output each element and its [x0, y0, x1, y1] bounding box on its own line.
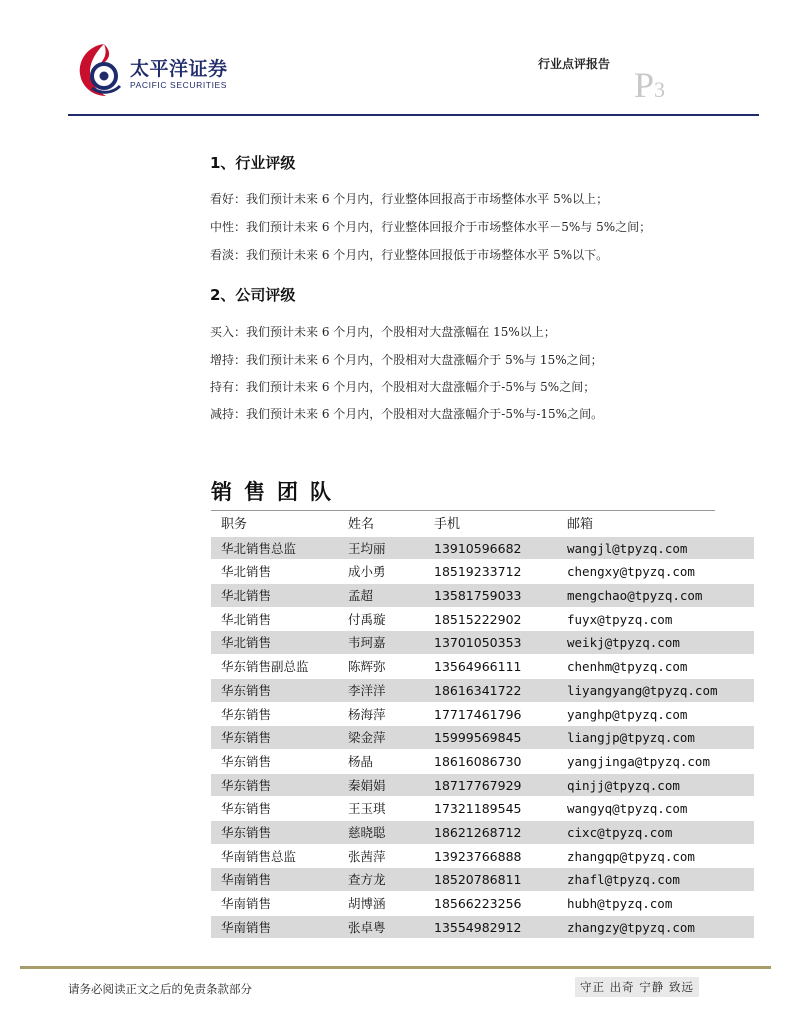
- cell-title: 华南销售: [221, 872, 272, 888]
- cell-phone: 18566223256: [434, 896, 522, 911]
- pacific-securities-logo-icon: [74, 40, 126, 100]
- cell-title: 华东销售: [221, 801, 272, 817]
- cell-email: chengxy@tpyzq.com: [567, 564, 695, 580]
- column-header-email: 邮箱: [567, 517, 594, 532]
- cell-title: 华北销售: [221, 564, 272, 580]
- cell-phone: 18621268712: [434, 824, 522, 840]
- cell-email: zhangqp@tpyzq.com: [567, 848, 695, 864]
- page-header: [0, 0, 791, 118]
- table-row: [211, 750, 754, 774]
- cell-name: 梁金萍: [348, 730, 386, 746]
- cell-phone: 13581759033: [434, 588, 522, 604]
- table-row: [211, 774, 754, 798]
- cell-name: 韦珂嘉: [348, 635, 386, 651]
- company-motto: 守正 出奇 宁静 致远: [575, 977, 699, 997]
- cell-name: 王玉琪: [348, 801, 386, 817]
- cell-title: 华北销售总监: [221, 540, 297, 556]
- logo-english-name: PACIFIC SECURITIES: [130, 80, 228, 90]
- company-rating-buy: 买入：我们预计未来 6 个月内，个股相对大盘涨幅在 15%以上；: [210, 325, 556, 339]
- industry-rating-positive: 看好：我们预计未来 6 个月内，行业整体回报高于市场整体水平 5%以上；: [210, 192, 609, 206]
- company-logo: [74, 40, 234, 110]
- cell-phone: 18519233712: [434, 564, 522, 580]
- table-row: [211, 726, 754, 750]
- cell-phone: 18515222902: [434, 611, 522, 627]
- cell-name: 张茜萍: [348, 848, 386, 864]
- cell-title: 华东销售: [221, 730, 272, 746]
- cell-title: 华东销售: [221, 682, 272, 698]
- table-row: [211, 892, 754, 916]
- industry-rating-neutral: 中性：我们预计未来 6 个月内，行业整体回报介于市场整体水平－5%与 5%之间；: [210, 220, 652, 234]
- logo-chinese-name: 太平洋证券: [130, 58, 228, 80]
- cell-name: 慈晓聪: [348, 824, 386, 840]
- company-rating-title: 2、公司评级: [210, 286, 296, 304]
- cell-title: 华南销售: [221, 919, 272, 935]
- industry-rating-title: 1、行业评级: [210, 154, 296, 172]
- cell-phone: 15999569845: [434, 730, 522, 746]
- sales-team-title: 销售团队: [211, 480, 343, 504]
- table-row: [211, 703, 754, 727]
- page-number: [634, 64, 665, 106]
- cell-email: yangjinga@tpyzq.com: [567, 753, 710, 769]
- cell-title: 华南销售总监: [221, 848, 297, 864]
- cell-phone: 13554982912: [434, 919, 522, 935]
- cell-phone: 13564966111: [434, 659, 522, 675]
- sales-team-table: [211, 513, 754, 939]
- cell-phone: 13701050353: [434, 635, 522, 651]
- cell-name: 李洋洋: [348, 682, 386, 698]
- page-letter: P: [634, 65, 655, 105]
- table-row: [211, 845, 754, 869]
- footer-divider: [20, 966, 771, 969]
- cell-phone: 18520786811: [434, 872, 522, 888]
- company-rating-overweight: 增持：我们预计未来 6 个月内，个股相对大盘涨幅介于 5%与 15%之间；: [210, 353, 603, 367]
- cell-name: 张卓粤: [348, 919, 386, 935]
- cell-title: 华东销售副总监: [221, 659, 309, 675]
- cell-phone: 17321189545: [434, 801, 522, 817]
- cell-email: chenhm@tpyzq.com: [567, 659, 688, 675]
- cell-phone: 17717461796: [434, 706, 522, 722]
- cell-title: 华东销售: [221, 824, 272, 840]
- cell-email: hubh@tpyzq.com: [567, 896, 673, 911]
- column-header-name: 姓名: [348, 517, 375, 532]
- cell-title: 华北销售: [221, 588, 272, 604]
- cell-email: zhafl@tpyzq.com: [567, 872, 680, 888]
- cell-phone: 18717767929: [434, 777, 522, 793]
- cell-name: 付禹璇: [348, 611, 386, 627]
- cell-name: 陈辉弥: [348, 659, 386, 675]
- cell-name: 孟超: [348, 588, 374, 604]
- table-row: [211, 560, 754, 584]
- cell-name: 成小勇: [348, 564, 386, 580]
- table-header-row: [211, 513, 754, 537]
- cell-email: weikj@tpyzq.com: [567, 635, 680, 651]
- table-row: [211, 655, 754, 679]
- table-top-divider: [211, 510, 715, 511]
- cell-title: 华东销售: [221, 753, 272, 769]
- cell-title: 华北销售: [221, 635, 272, 651]
- table-row: [211, 679, 754, 703]
- cell-name: 杨海萍: [348, 706, 386, 722]
- company-rating-reduce: 减持：我们预计未来 6 个月内，个股相对大盘涨幅介于-5%与-15%之间。: [210, 407, 604, 421]
- cell-email: wangyq@tpyzq.com: [567, 801, 688, 817]
- cell-phone: 18616341722: [434, 682, 522, 698]
- table-row: [211, 868, 754, 892]
- header-divider: [68, 114, 759, 116]
- cell-email: wangjl@tpyzq.com: [567, 540, 688, 556]
- cell-email: mengchao@tpyzq.com: [567, 588, 703, 604]
- table-row: [211, 537, 754, 561]
- cell-phone: 13910596682: [434, 540, 522, 556]
- table-row: [211, 608, 754, 632]
- company-rating-hold: 持有：我们预计未来 6 个月内，个股相对大盘涨幅介于-5%与 5%之间；: [210, 380, 596, 394]
- cell-name: 胡博涵: [348, 896, 386, 911]
- cell-name: 杨晶: [348, 753, 374, 769]
- cell-email: qinjj@tpyzq.com: [567, 777, 680, 793]
- cell-email: cixc@tpyzq.com: [567, 824, 673, 840]
- industry-rating-negative: 看淡：我们预计未来 6 个月内，行业整体回报低于市场整体水平 5%以下。: [210, 248, 609, 262]
- page-digit: 3: [654, 77, 666, 102]
- cell-email: zhangzy@tpyzq.com: [567, 919, 695, 935]
- cell-phone: 13923766888: [434, 848, 522, 864]
- cell-email: yanghp@tpyzq.com: [567, 706, 688, 722]
- cell-email: liangjp@tpyzq.com: [567, 730, 695, 746]
- disclaimer-note: 请务必阅读正文之后的免责条款部分: [68, 982, 252, 996]
- cell-phone: 18616086730: [434, 753, 522, 769]
- cell-title: 华东销售: [221, 777, 272, 793]
- table-row: [211, 631, 754, 655]
- cell-name: 王均丽: [348, 540, 386, 556]
- cell-title: 华南销售: [221, 896, 272, 911]
- table-row: [211, 797, 754, 821]
- column-header-phone: 手机: [434, 517, 461, 532]
- cell-name: 秦娟娟: [348, 777, 386, 793]
- table-row: [211, 584, 754, 608]
- column-header-title: 职务: [221, 517, 248, 532]
- table-row: [211, 916, 754, 940]
- report-type-label: 行业点评报告: [538, 57, 611, 71]
- cell-title: 华东销售: [221, 706, 272, 722]
- table-row: [211, 821, 754, 845]
- cell-email: liyangyang@tpyzq.com: [567, 682, 718, 698]
- cell-email: fuyx@tpyzq.com: [567, 611, 673, 627]
- cell-name: 查方龙: [348, 872, 386, 888]
- cell-title: 华北销售: [221, 611, 272, 627]
